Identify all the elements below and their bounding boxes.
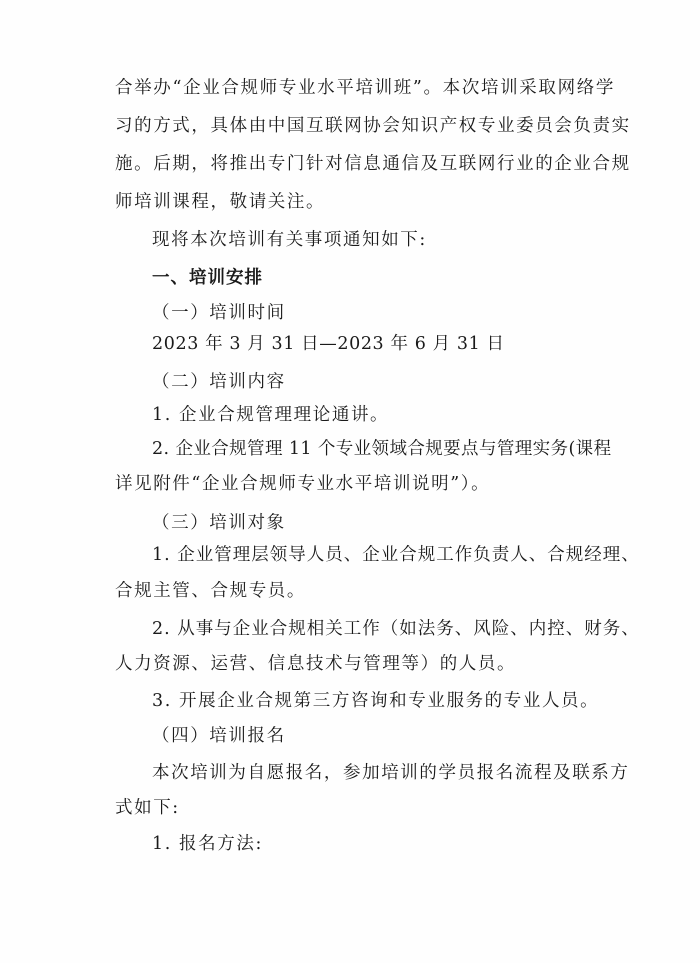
target-heading: （三）培训对象 xyxy=(152,513,286,533)
content-item-1: 1. 企业合规管理理论通讲。 xyxy=(152,405,390,425)
time-heading: （一）培训时间 xyxy=(152,303,286,323)
target-item-2-line-2: 人力资源、运营、信息技术与管理等）的人员。 xyxy=(115,654,517,674)
content-heading: （二）培训内容 xyxy=(152,372,286,392)
section1-heading: 一、培训安排 xyxy=(152,268,263,288)
target-item-3: 3. 开展企业合规第三方咨询和专业服务的专业人员。 xyxy=(152,691,600,711)
registration-line-1: 本次培训为自愿报名，参加培训的学员报名流程及联系方 xyxy=(152,763,630,783)
intro-line-3: 施。后期，将推出专门针对信息通信及互联网行业的企业合规 xyxy=(115,154,631,174)
target-item-1-line-2: 合规主管、合规专员。 xyxy=(115,581,306,601)
target-item-2-line-1: 2. 从事与企业合规相关工作（如法务、风险、内控、财务、 xyxy=(152,619,640,639)
intro-line-2: 习的方式，具体由中国互联网协会知识产权专业委员会负责实 xyxy=(115,116,631,136)
target-item-1-line-1: 1. 企业管理层领导人员、企业合规工作负责人、合规经理、 xyxy=(152,545,640,565)
time-value: 2023 年 3 月 31 日—2023 年 6 月 31 日 xyxy=(152,334,505,354)
content-item-2-line-2: 详见附件“企业合规师专业水平培训说明”）。 xyxy=(115,474,491,494)
registration-line-2: 式如下: xyxy=(115,798,180,818)
intro-line-4: 师培训课程，敬请关注。 xyxy=(115,192,326,212)
registration-heading: （四）培训报名 xyxy=(152,726,286,746)
notice-line: 现将本次培训有关事项通知如下: xyxy=(152,230,427,250)
registration-item-1: 1. 报名方法: xyxy=(152,834,263,854)
content-item-2-line-1: 2. 企业合规管理 11 个专业领域合规要点与管理实务(课程 xyxy=(152,439,612,459)
intro-line-1: 合举办“企业合规师专业水平培训班”。本次培训采取网络学 xyxy=(115,78,615,98)
